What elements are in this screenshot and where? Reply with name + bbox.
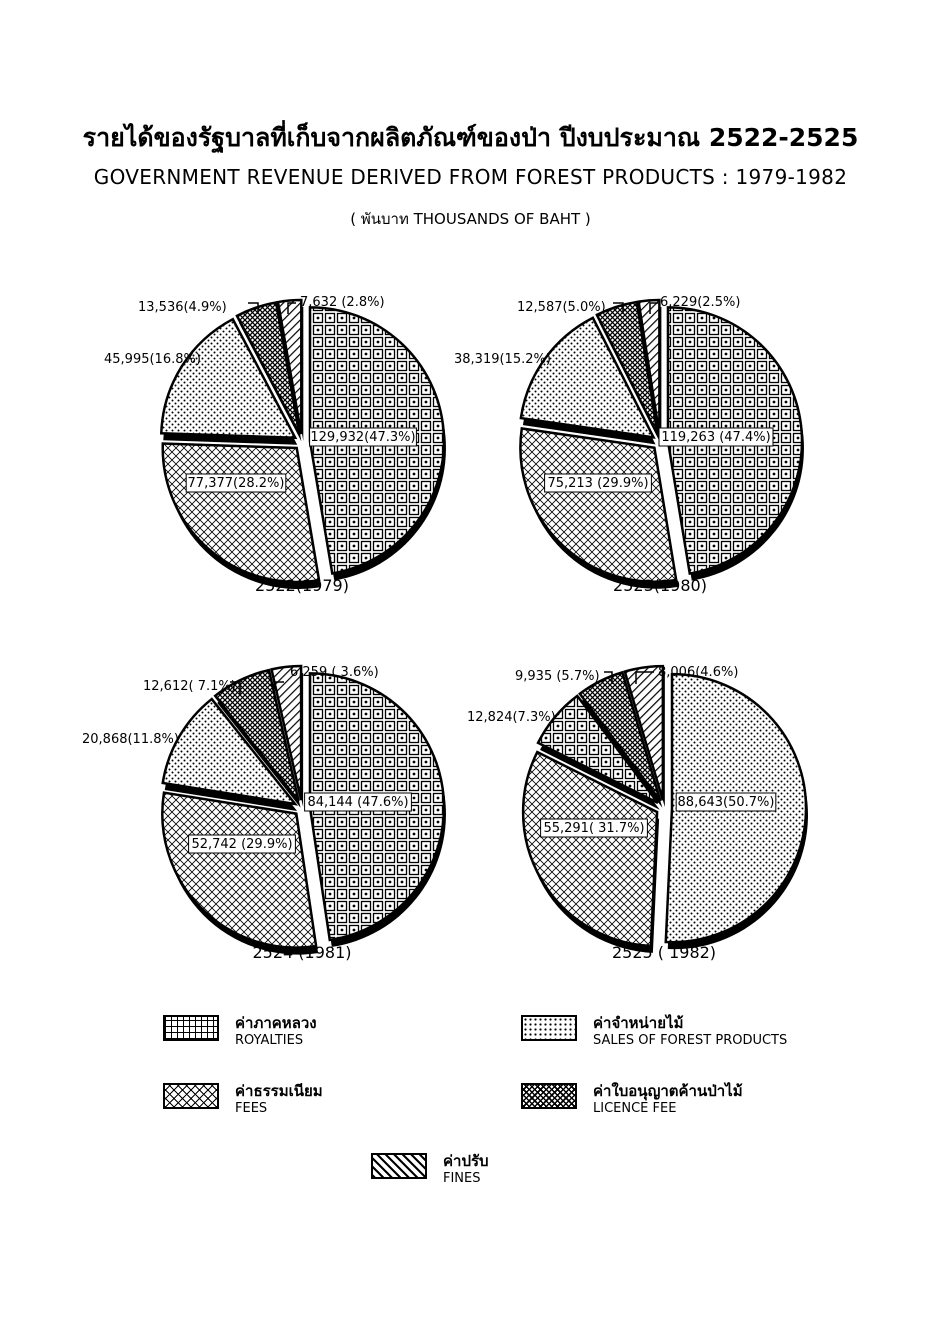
data-label-licence: 12,612( 7.1%)	[143, 679, 236, 694]
data-label-licence: 9,935 (5.7%)	[515, 669, 600, 684]
data-label-royalties: 119,263 (47.4%)	[661, 430, 771, 445]
legend-label-english: SALES OF FOREST PRODUCTS	[593, 1033, 788, 1048]
legend-item-royalties	[163, 1015, 317, 1049]
fees-swatch	[163, 1083, 219, 1109]
legend-item-fees	[163, 1083, 323, 1117]
pie-year-label: 2523(1980)	[613, 576, 707, 595]
chart-title-english: GOVERNMENT REVENUE DERIVED FROM FOREST PRODUCTS : 1979-1982	[93, 165, 848, 189]
data-label-sales: 88,643(50.7%)	[677, 795, 775, 810]
legend-label-thai: ค่าจำหน่ายไม้	[593, 1014, 684, 1032]
data-label-sales: 45,995(16.8%)	[104, 352, 201, 367]
data-label-fines: 6,259 ( 3.6%)	[290, 665, 379, 680]
pie-year-label: 2522(1979)	[255, 576, 349, 595]
data-label-fines: 7,632 (2.8%)	[300, 295, 385, 310]
data-label-royalties: 129,932(47.3%)	[310, 430, 416, 445]
data-label-fees: 52,742 (29.9%)	[191, 837, 293, 852]
legend-label-thai: ค่าปรับ	[443, 1152, 489, 1170]
pie-chart-2	[454, 295, 804, 595]
royalties-swatch	[163, 1015, 219, 1041]
data-label-licence: 13,536(4.9%)	[138, 300, 227, 315]
licence-swatch	[521, 1083, 577, 1109]
legend-label-english: ROYALTIES	[235, 1033, 304, 1048]
data-label-royalties: 12,824(7.3%)	[467, 710, 556, 725]
fines-swatch	[371, 1153, 427, 1179]
pie-chart-3	[82, 665, 446, 962]
chart-title-thai: รายได้ของรัฐบาลที่เก็บจากผลิตภัณฑ์ของป่า ปีงบประมาณ 2522-2525	[82, 123, 859, 152]
sales-swatch	[521, 1015, 577, 1041]
pie-chart-1	[104, 295, 446, 595]
legend-label-english: LICENCE FEE	[593, 1101, 677, 1116]
data-label-licence: 12,587(5.0%)	[517, 300, 606, 315]
pie-year-label: 2525 ( 1982)	[611, 943, 717, 962]
chart-unit-label: ( พันบาท THOUSANDS OF BAHT )	[350, 210, 591, 228]
legend-label-english: FINES	[443, 1171, 481, 1186]
data-label-royalties: 84,144 (47.6%)	[307, 795, 409, 810]
data-label-fees: 75,213 (29.9%)	[547, 476, 649, 491]
pie-chart-4	[467, 665, 808, 962]
legend-label-english: FEES	[235, 1101, 268, 1116]
pie-slice-fees	[520, 428, 676, 581]
data-label-fines: 8,006(4.6%)	[658, 665, 739, 680]
legend-label-thai: ค่าใบอนุญาตค้านป่าไม้	[593, 1082, 743, 1100]
legend-label-thai: ค่าธรรมเนียม	[235, 1082, 323, 1100]
data-label-fees: 77,377(28.2%)	[187, 476, 285, 491]
legend-item-licence	[521, 1083, 743, 1117]
legend-item-fines	[371, 1153, 489, 1187]
pie-year-label: 2524 (1981)	[252, 943, 352, 962]
pie-slice-fees	[162, 793, 316, 948]
data-label-sales: 20,868(11.8%)	[82, 732, 179, 747]
data-label-fines: 6,229(2.5%)	[660, 295, 741, 310]
legend-label-thai: ค่าภาคหลวง	[235, 1014, 317, 1032]
pie-slice-fees	[163, 444, 319, 582]
legend-item-sales	[521, 1015, 787, 1049]
data-label-fees: 55,291( 31.7%)	[543, 821, 645, 836]
data-label-sales: 38,319(15.2%)	[454, 352, 551, 367]
